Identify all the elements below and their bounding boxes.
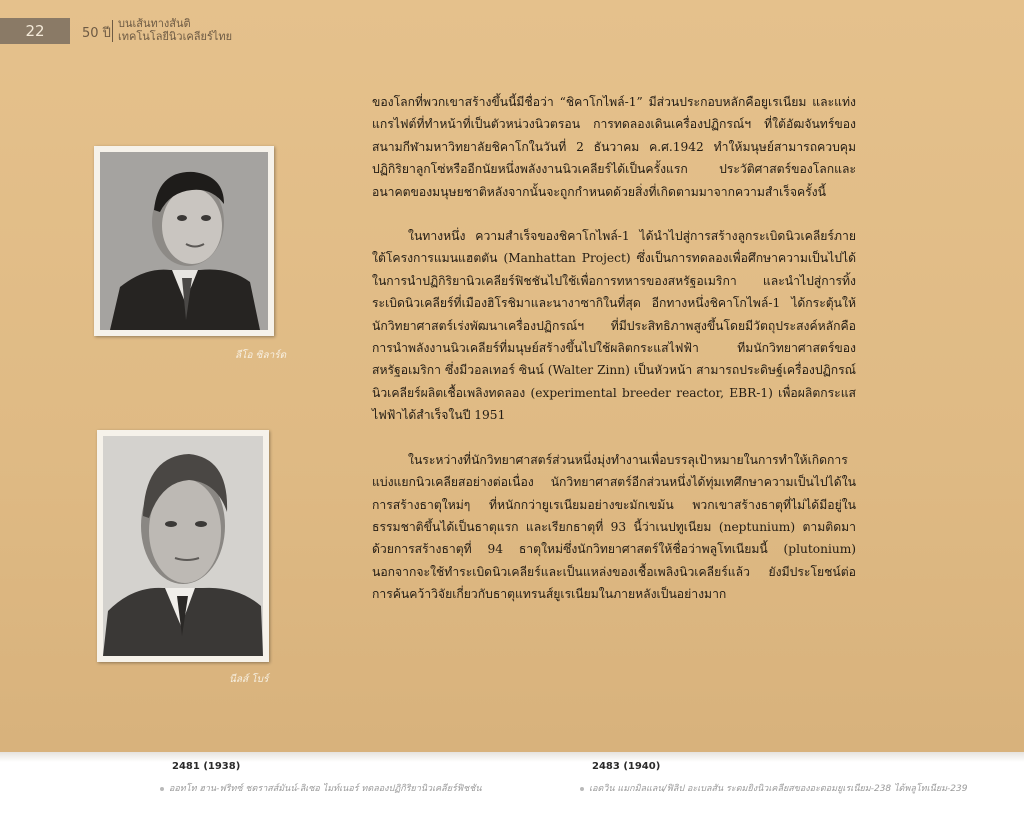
header-divider xyxy=(112,20,113,42)
header-title xyxy=(118,17,232,43)
portrait-caption-2: นีลส์ โบร์ xyxy=(229,674,269,685)
timeline-text-1: ออทโท ฮาน-ฟริทซ์ ชตราสส์มันน์-ลิเซอ ไมท์เนอร์ ทดลองปฏิกิริยานิวเคลียร์ฟิชชัน xyxy=(169,784,482,794)
bullet-icon xyxy=(160,787,164,791)
page-number: 22 xyxy=(0,18,70,44)
body-paragraph-3: ในระหว่างที่นักวิทยาศาสตร์ส่วนหนึ่งมุ่งทำงานเพื่อบรรลุเป้าหมายในการทำให้เกิดการแบ่งแยกนิวเคลียสอย่างต่อเนื่อง นักวิทยาศาสตร์อีกส่วนหนึ่งได้ทุ่มเทศึกษาความเป็นไปได้ในการสร้างธาตุใหม่ๆ ที่หนักกว่ายูเรเนียมอย่างขะมักเขม้น พวกเขาสร้างธาตุที่ไม่ได้มีอยู่ในธรรมชาติขึ้นได้เป็นธาตุแรก และเรียกธาตุที่ 93 นี้ว่าเนปทูเนียม (neptunium) ตามติดมาด้วยการสร้างธาตุที่ 94 ธาตุใหม่ซึ่งนักวิทยาศาสตร์ให้ชื่อว่าพลูโทเนียมนี้ (plutonium) นอกจากจะใช้ทำระเบิดนิวเคลียร์และเป็นแหล่งของเชื้อเพลิงนิวเคลียร์แล้ว ยังมีประโยชน์ต่อการค้นคว้าวิจัยเกี่ยวกับธาตุแทรนส์ยูเรเนียมในภายหลังเป็นอย่างมาก xyxy=(372,452,856,602)
portrait-caption-1: ลีโอ ซิลาร์ด xyxy=(235,350,287,361)
timeline-year-1: 2481 (1938) xyxy=(172,761,241,772)
timeline-entry-2 xyxy=(580,783,1000,795)
header-title-line2: เทคโนโลยีนิวเคลียร์ไทย xyxy=(118,30,233,43)
timeline-footer xyxy=(0,752,1024,826)
timeline-text-2: เอดวิน แมกมิลแลน/ฟิลิป อะเบลสัน ระดมยิงนิวเคลียสของอะตอมยูเรเนียม-238 ได้พลูโทเนียม-239 xyxy=(589,784,968,794)
timeline-year-2: 2483 (1940) xyxy=(592,761,661,772)
body-text xyxy=(372,91,856,606)
timeline-entry-1 xyxy=(160,783,580,795)
header-years-label: 50 ปี xyxy=(82,26,111,41)
portrait-image-2 xyxy=(103,436,263,656)
footer-shade xyxy=(0,752,1024,762)
header-title-line1: บนเส้นทางสันติ xyxy=(118,17,191,30)
body-paragraph-2: ในทางหนึ่ง ความสำเร็จของชิคาโกไพล์-1 ได้นำไปสู่การสร้างลูกระเบิดนิวเคลียร์ภายใต้โครงการแมนแฮตตัน (Manhattan Project) ซึ่งเป็นการทดลองเพื่อศึกษาความเป็นไปได้ในการนำปฏิกิริยานิวเคลียร์ฟิชชันไปใช้เพื่อการทหารของสหรัฐอเมริกา และนำไปสู่การทิ้งระเบิดนิวเคลียร์ที่เมืองฮิโรชิมาและนางาซากิในที่สุด อีกทางหนึ่งชิคาโกไพล์-1 ได้กระตุ้นให้นักวิทยาศาสตร์เร่งพัฒนาเครื่องปฏิกรณ์ฯ ที่มีประสิทธิภาพสูงขึ้นโดยมีวัตถุประสงค์หลักคือการนำพลังงานนิวเคลียร์ที่มนุษย์สร้างขึ้นไปใช้ผลิตกระแสไฟฟ้า ทีมนักวิทยาศาสตร์ของสหรัฐอเมริกา ซึ่งมีวอลเทอร์ ซินน์ (Walter Zinn) เป็นหัวหน้า สามารถประดิษฐ์เครื่องปฏิกรณ์นิวเคลียร์ผลิตเชื้อเพลิงทดลอง (experimental breeder reactor, EBR-1) เพื่อผลิตกระแสไฟฟ้าได้สำเร็จในปี 1951 xyxy=(372,229,856,423)
portrait-photo-2 xyxy=(97,430,269,662)
portrait-image-1 xyxy=(100,152,268,330)
body-paragraph-1: ของโลกที่พวกเขาสร้างขึ้นนี้มีชื่อว่า “ชิคาโกไพล์-1” มีส่วนประกอบหลักคือยูเรเนียม และแท่งแกรไฟต์ที่ทำหน้าที่เป็นตัวหน่วงนิวตรอน การทดลองเดินเครื่องปฏิกรณ์ฯ ที่ใต้อัฒจันทร์ของสนามกีฬามหาวิทยาลัยชิคาโกในวันที่ 2 ธันวาคม ค.ศ.1942 ทำให้มนุษย์สามารถควบคุมปฏิกิริยาลูกโซ่หรืออีกนัยหนึ่งพลังงานนิวเคลียร์ได้เป็นครั้งแรก ประวัติศาสตร์ของโลกและอนาคตของมนุษยชาติหลังจากนั้นจะถูกกำหนดด้วยสิ่งที่เกิดตามมาจากความสำเร็จครั้งนี้ xyxy=(372,95,856,199)
portrait-photo-1 xyxy=(94,146,274,336)
bullet-icon xyxy=(580,787,584,791)
